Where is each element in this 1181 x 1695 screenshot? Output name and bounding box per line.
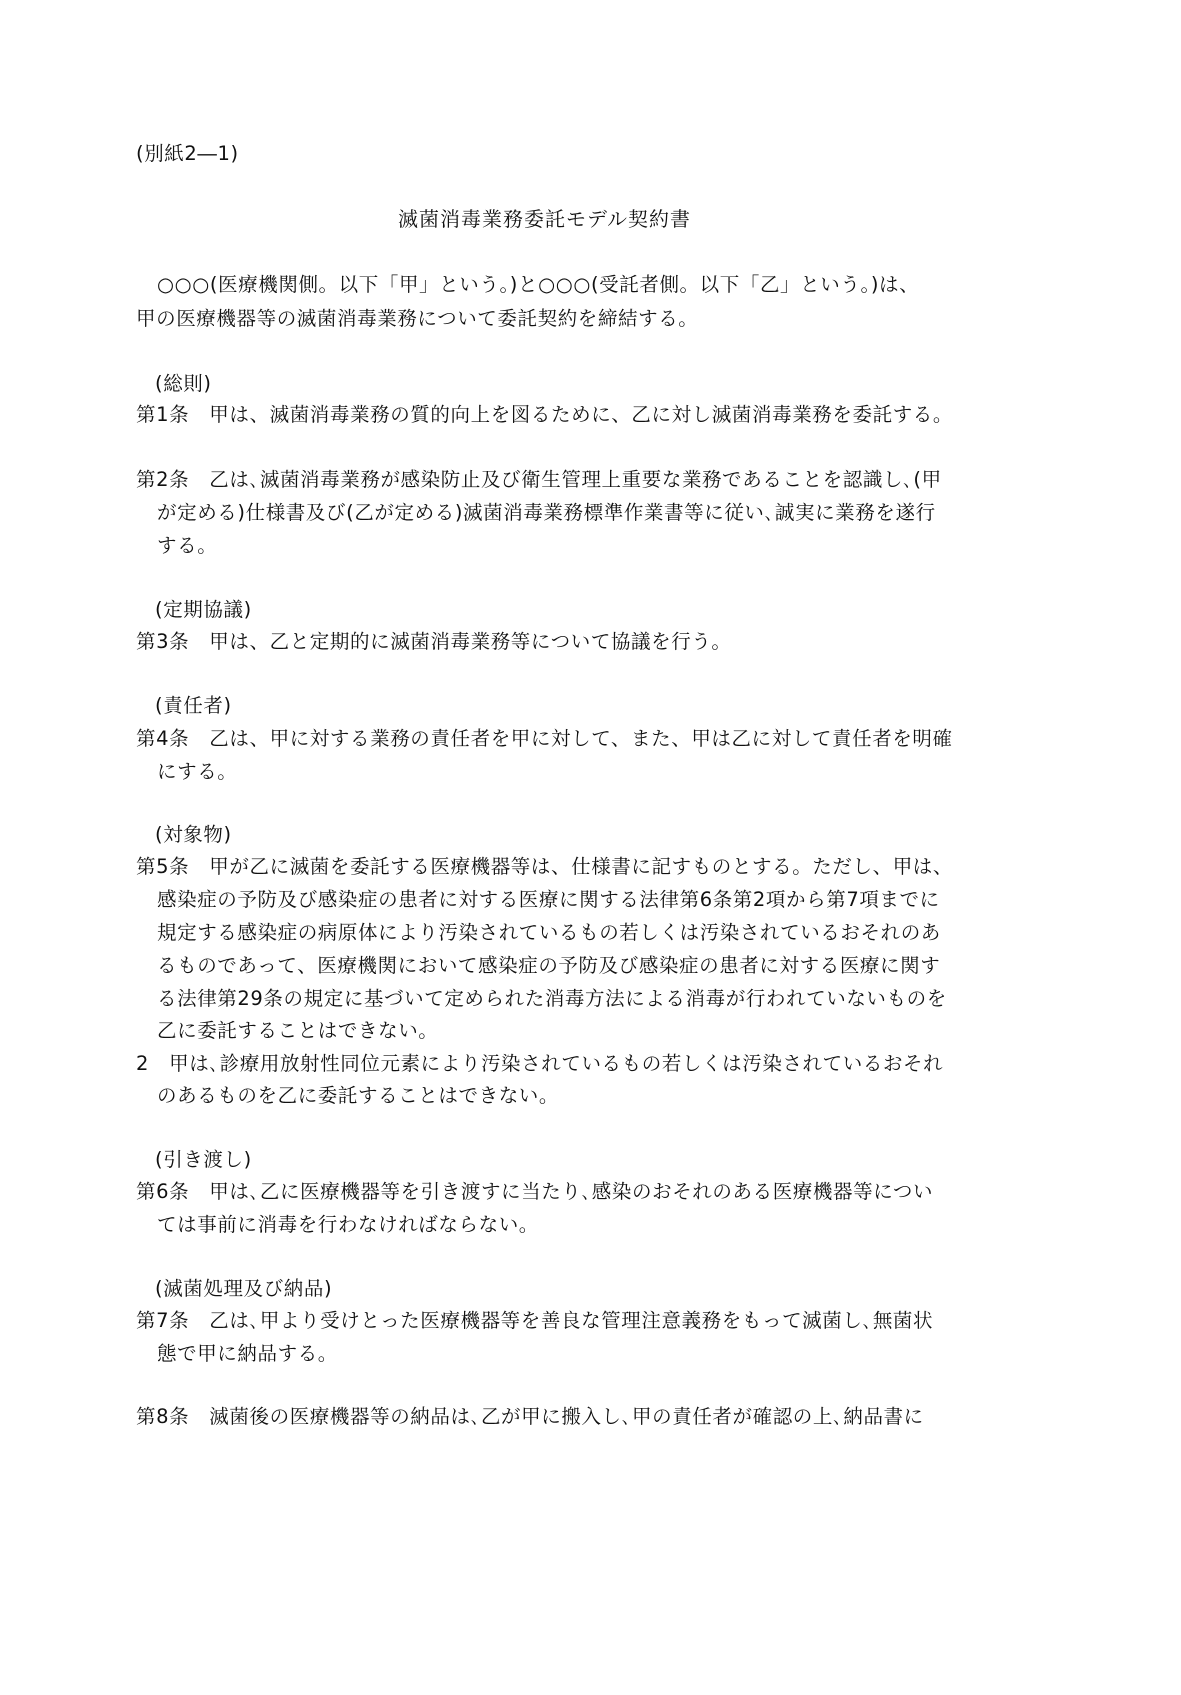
article-4-line: 第4条 乙は、甲に対する業務の責任者を甲に対して、また、甲は乙に対して責任者を明確 — [136, 727, 953, 750]
article-6-line: 第6条 甲は､乙に医療機器等を引き渡すに当たり､感染のおそれのある医療機器等につい — [136, 1180, 934, 1203]
article-2-line: 第2条 乙は､滅菌消毒業務が感染防止及び衛生管理上重要な業務であることを認識し､(甲 — [136, 468, 942, 491]
article-1-line: 第1条 甲は、滅菌消毒業務の質的向上を図るために、乙に対し滅菌消毒業務を委託する。 — [136, 403, 954, 426]
article-6-line: ては事前に消毒を行わなければならない。 — [157, 1213, 539, 1236]
article-heading: (引き渡し) — [155, 1148, 252, 1171]
article-7-line: 態で甲に納品する。 — [157, 1342, 338, 1365]
article-2-line: が定める)仕様書及び(乙が定める)滅菌消毒業務標準作業書等に従い､誠実に業務を遂行 — [157, 501, 936, 524]
article-5-line: 感染症の予防及び感染症の患者に対する医療に関する法律第6条第2項から第7項までに — [157, 888, 940, 911]
preamble-line: ○○○(医療機関側。以下「甲」という。)と○○○(受託者側。以下「乙」という。)は、 — [157, 273, 920, 296]
article-5-line: る法律第29条の規定に基づいて定められた消毒方法による消毒が行われていないものを — [157, 987, 947, 1010]
article-5-line: 乙に委託することはできない。 — [157, 1019, 439, 1042]
article-5-line: 規定する感染症の病原体により汚染されているもの若しくは汚染されているおそれのあ — [157, 921, 941, 944]
preamble-line: 甲の医療機器等の滅菌消毒業務について委託契約を締結する。 — [136, 307, 699, 330]
article-heading: (滅菌処理及び納品) — [155, 1277, 333, 1300]
article-heading: (定期協議) — [155, 598, 252, 621]
article-7-line: 第7条 乙は､甲より受けとった医療機器等を善良な管理注意義務をもって滅菌し､無菌状 — [136, 1309, 934, 1332]
article-5-line: 第5条 甲が乙に滅菌を委託する医療機器等は、仕様書に記すものとする。ただし、甲は、 — [136, 855, 954, 878]
article-2-line: する。 — [157, 534, 218, 557]
article-5-paragraph-2-line: 2 甲は､診療用放射性同位元素により汚染されているもの若しくは汚染されているおそれ — [136, 1052, 944, 1075]
article-heading: (対象物) — [155, 823, 232, 846]
attachment-label: (別紙2―1) — [136, 142, 239, 165]
document-title: 滅菌消毒業務委託モデル契約書 — [398, 207, 691, 231]
article-heading: (責任者) — [155, 694, 232, 717]
article-heading: (総則) — [155, 372, 212, 395]
article-5-line: るものであって、医療機関において感染症の予防及び感染症の患者に対する医療に関す — [157, 954, 941, 977]
article-8-line: 第8条 滅菌後の医療機器等の納品は､乙が甲に搬入し､甲の責任者が確認の上､納品書に — [136, 1405, 924, 1428]
article-4-line: にする。 — [157, 760, 238, 783]
article-3-line: 第3条 甲は、乙と定期的に滅菌消毒業務等について協議を行う。 — [136, 630, 732, 653]
article-5-paragraph-2-line: のあるものを乙に委託することはできない。 — [157, 1084, 560, 1107]
